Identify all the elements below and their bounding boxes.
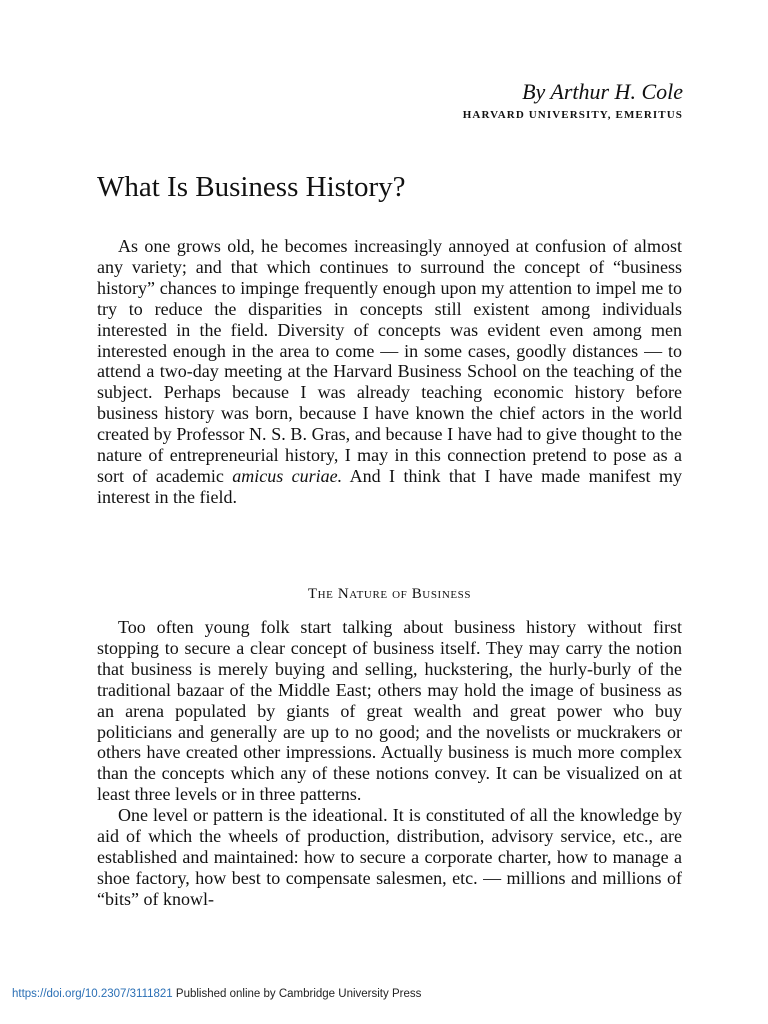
author-affiliation: HARVARD UNIVERSITY, EMERITUS: [462, 109, 683, 121]
body-paragraph-1: Too often young folk start talking about business history without first stopping to secure a clear concept of business itself. They may carry the notion that business is merely buying and selling, huckstering, the hurly-burly of the traditional bazaar of the Middle East; others may hold the image of business as an arena populated by giants of great wealth and great power who buy politicians and generally are up to no good; and the novelists or muckrakers or others have created other impressions. Actually business is much more complex than the concepts which any of these notions convey. It can be visualized on at least three levels or in three patterns.: [97, 617, 682, 805]
intro-italic-phrase: amicus curiae.: [232, 465, 343, 486]
doi-link[interactable]: https://doi.org/10.2307/3111821: [12, 988, 173, 1000]
intro-section: [97, 236, 682, 508]
page-footer: [12, 988, 421, 1000]
intro-text: As one grows old, he becomes increasingly annoyed at confusion of almost any variety; and that which continues to surround the concept of “business history” chances to impinge frequently enough upon my attention to impel me to try to reduce the disparities in concepts still existent among individuals interested in the field. Diversity of concepts was evident even among men interested enough in the area to come — in some cases, goodly distances — to attend a two-day meeting at the Harvard Business School on the teaching of the subject. Perhaps because I was already teaching economic history before business history was born, because I have known the chief actors in the world created by Professor N. S. B. Gras, and because I have had to give thought to the nature of entrepreneurial history, I may in this connection pretend to pose as a sort of academic: [97, 236, 682, 486]
body-paragraph-2: One level or pattern is the ideational. It is constituted of all the knowledge by aid of which the wheels of production, distribution, advisory service, etc., are established and maintained: how to secure a corporate charter, how to manage a shoe factory, how best to compensate salesmen, etc. — millions and millions of “bits” of knowl-: [97, 805, 682, 909]
body-section: [97, 617, 682, 910]
intro-paragraph: [97, 236, 682, 508]
intro-text-end: And I think that I have made manifest my interest in the field.: [97, 465, 682, 507]
publisher-note: Published online by Cambridge University Press: [172, 988, 422, 1000]
section-heading: The Nature of Business: [307, 586, 472, 602]
article-title: What Is Business History?: [97, 171, 406, 203]
author-byline: By Arthur H. Cole: [522, 79, 683, 104]
